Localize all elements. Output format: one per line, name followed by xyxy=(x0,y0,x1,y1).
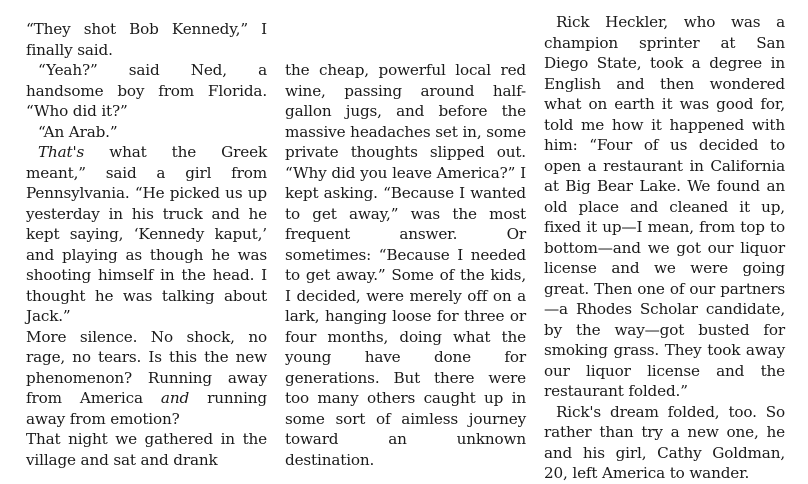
paragraph-text: running away from emotion? xyxy=(26,389,267,428)
article-column-3 xyxy=(544,12,785,484)
article-column-2 xyxy=(285,60,526,470)
paragraph: Rick's dream folded, too. So rather than try a new one, he and his girl, Cathy Goldman, 20, left America to wander. xyxy=(544,402,785,482)
article-column-1 xyxy=(26,19,267,470)
paragraph: Rick Heckler, who was a champion sprinter at San Diego State, took a degree in English and then wondered what on earth it was good for, told me how it happened with him: “Four of us decided to open a restaurant in California at Big Bear Lake. We found an old place and cleaned it up, fixed it up—I mean, from top to bottom—and we got our liquor license and we were going great. Then one of our partners—a Rhodes Scholar candidate, by the way—got busted for smoking grass. They took away our liquor license and the restaurant folded.” xyxy=(544,13,785,400)
paragraph-text: what the Greek meant,” said a girl from Pennsylvania. “He picked us up yesterday in his truck and he kept saying, ‘Kennedy kaput,’ and playing as though he was shooting himself in the head. I thought he was talking about Jack.” xyxy=(26,143,267,325)
paragraph-text: More silence. No shock, no rage, no tears. Is this the new phenomenon? Running away from America xyxy=(26,327,267,407)
paragraph xyxy=(26,142,267,327)
emphasis-text: That's xyxy=(38,143,85,161)
paragraph: “Yeah?” said Ned, a handsome boy from Florida. “Who did it?” xyxy=(26,61,267,120)
paragraph: the cheap, powerful local red wine, passing around half-gallon jugs, and before the massive headaches set in, some private thoughts slipped out. “Why did you leave America?” I kept asking. “Because I wanted to get away,” was the most frequent answer. Or sometimes: “Because I needed to get away.” Some of the kids, I decided, were merely off on a lark, hanging loose for three or four months, doing what the young have done for generations. But there were too many others caught up in some sort of aimless journey toward an unknown destination. xyxy=(285,61,526,469)
paragraph: “An Arab.” xyxy=(38,122,118,141)
paragraph: That night we gathered in the village and sat and drank xyxy=(26,430,267,469)
paragraph xyxy=(26,327,267,430)
paragraph: “They shot Bob Kennedy,” I finally said. xyxy=(26,20,267,59)
emphasis-text: and xyxy=(160,389,190,407)
